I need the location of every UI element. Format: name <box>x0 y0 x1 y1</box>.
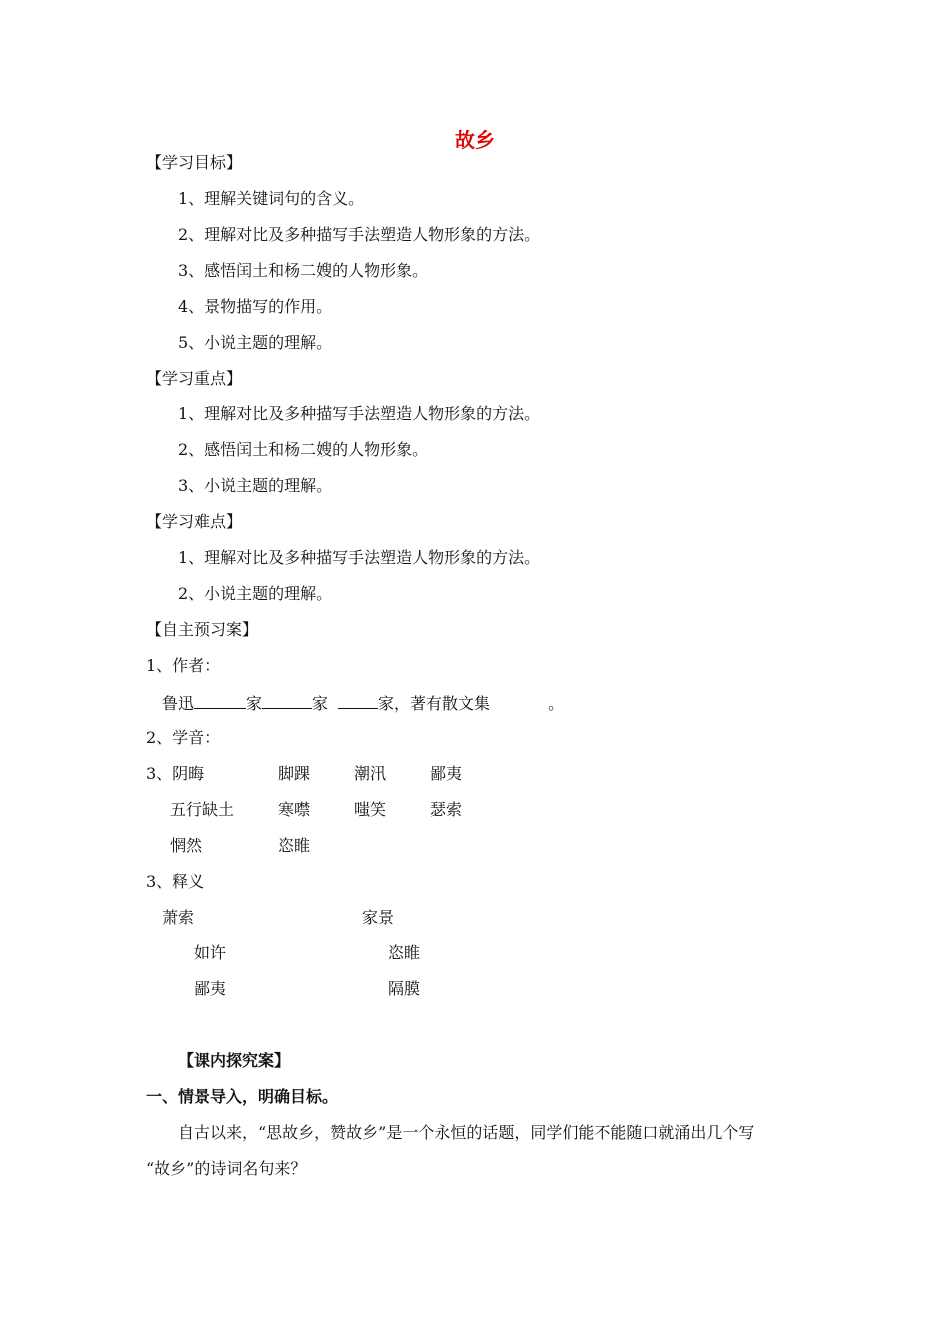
goals-heading: 【学习目标】 <box>146 153 243 172</box>
difficulties-heading: 【学习难点】 <box>146 512 243 531</box>
word-r1-1: 3、阴晦 <box>146 764 205 783</box>
author-jia-1: 家 <box>246 694 263 713</box>
goal-item-1: 1、理解关键词句的含义。 <box>178 189 365 208</box>
pronounce-label: 2、学音： <box>146 728 221 747</box>
inquiry-section-1: 一、情景导入，明确目标。 <box>146 1087 339 1106</box>
author-blank-1[interactable] <box>194 692 246 709</box>
word-r2-1: 五行缺土 <box>170 800 235 819</box>
inquiry-paragraph-line-1: 自古以来，“思故乡，赞故乡”是一个永恒的话题，同学们能不能随口就涌出几个写 <box>178 1123 755 1142</box>
word-r1-3: 潮汛 <box>354 764 387 783</box>
word-r2-3: 嗤笑 <box>354 800 387 819</box>
word-r1-2: 脚踝 <box>278 764 311 783</box>
difficulty-item-2: 2、小说主题的理解。 <box>178 584 333 603</box>
author-fill-line <box>162 692 564 714</box>
author-blank-3[interactable] <box>338 692 378 709</box>
meaning-r2-2: 恣睢 <box>388 943 421 962</box>
inquiry-paragraph-line-2: “故乡”的诗词名句来？ <box>146 1159 307 1178</box>
meaning-r1-1: 萧索 <box>162 908 195 927</box>
word-r3-1: 惘然 <box>170 836 203 855</box>
goal-item-5: 5、小说主题的理解。 <box>178 333 333 352</box>
difficulty-item-1: 1、理解对比及多种描写手法塑造人物形象的方法。 <box>178 548 541 567</box>
meaning-r3-1: 鄙夷 <box>194 979 227 998</box>
preview-heading: 【自主预习案】 <box>146 620 259 639</box>
author-name: 鲁迅 <box>162 694 195 713</box>
goal-item-3: 3、感悟闰土和杨二嫂的人物形象。 <box>178 261 429 280</box>
goal-item-2: 2、理解对比及多种描写手法塑造人物形象的方法。 <box>178 225 541 244</box>
author-blank-2[interactable] <box>262 692 312 709</box>
key-points-heading: 【学习重点】 <box>146 369 243 388</box>
key-point-item-2: 2、感悟闰土和杨二嫂的人物形象。 <box>178 440 429 459</box>
meaning-r3-2: 隔膜 <box>388 979 421 998</box>
author-jia-2: 家 <box>312 694 329 713</box>
word-r3-2: 恣睢 <box>278 836 311 855</box>
author-jia-3: 家，著有散文集 <box>378 694 491 713</box>
key-point-item-3: 3、小说主题的理解。 <box>178 476 333 495</box>
goal-item-4: 4、景物描写的作用。 <box>178 297 333 316</box>
word-r2-4: 瑟索 <box>430 800 463 819</box>
meaning-r1-2: 家景 <box>362 908 395 927</box>
inquiry-heading: 【课内探究案】 <box>178 1051 291 1070</box>
page-title: 故乡 <box>455 128 495 152</box>
word-r1-4: 鄙夷 <box>430 764 463 783</box>
meaning-r2-1: 如许 <box>194 943 227 962</box>
author-label: 1、作者： <box>146 656 221 675</box>
key-point-item-1: 1、理解对比及多种描写手法塑造人物形象的方法。 <box>178 404 541 423</box>
word-r2-2: 寒噤 <box>278 800 311 819</box>
meaning-label: 3、释义 <box>146 872 205 891</box>
author-end: 。 <box>548 694 565 713</box>
